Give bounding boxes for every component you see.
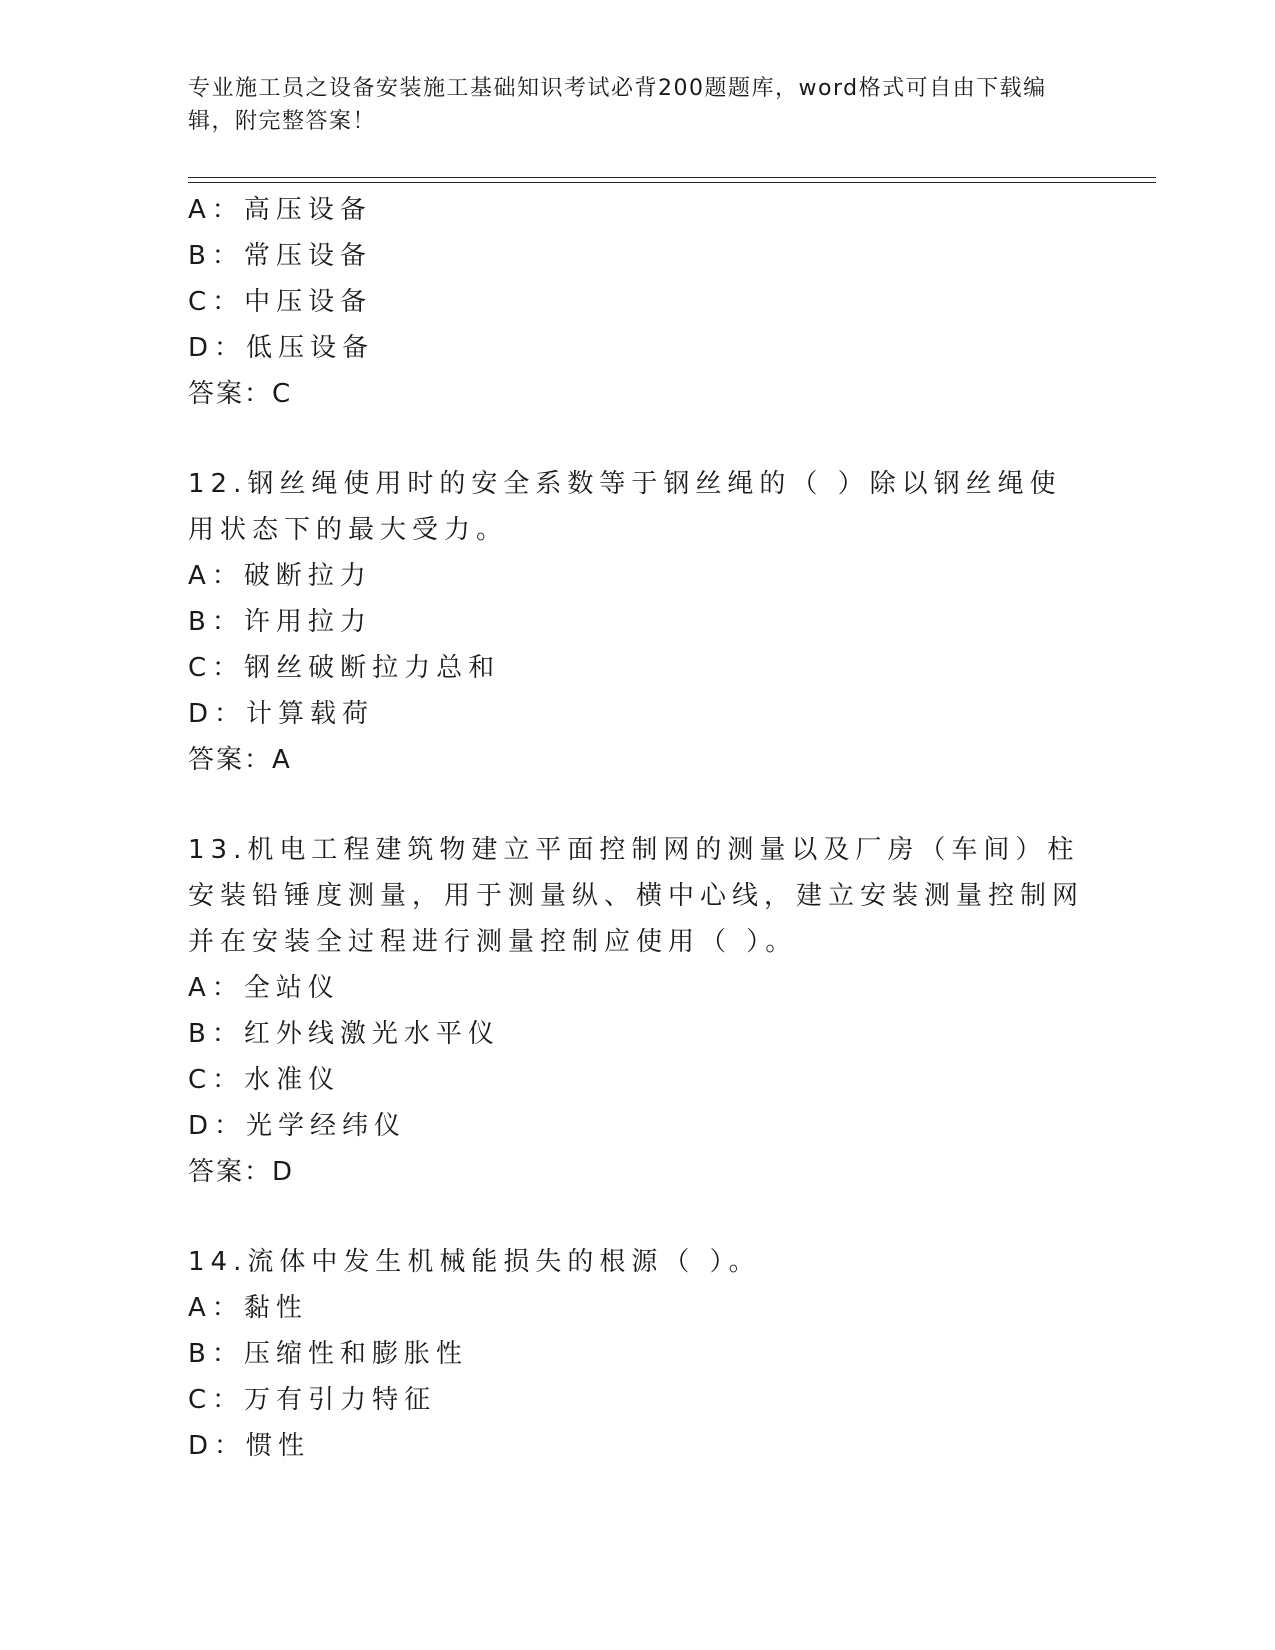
option-c: C：万有引力特征 bbox=[188, 1385, 437, 1415]
answer-line: 答案：D bbox=[188, 1157, 295, 1187]
answer-line: 答案：A bbox=[188, 745, 292, 775]
option-d: D：计算载荷 bbox=[188, 699, 375, 729]
option-d: D：低压设备 bbox=[188, 333, 375, 363]
option-d: D：惯性 bbox=[188, 1431, 311, 1461]
question-stem: 14.流体中发生机械能损失的根源（ ）。 bbox=[188, 1247, 761, 1277]
question-stem: 13.机电工程建筑物建立平面控制网的测量以及厂房（车间）柱安装铅锤度测量，用于测量纵、横中心线，建立安装测量控制网并在安装全过程进行测量控制应使用（ ）。 bbox=[188, 835, 1085, 957]
option-a: A：高压设备 bbox=[188, 195, 372, 225]
option-a: A：全站仪 bbox=[188, 973, 340, 1003]
document-body bbox=[188, 187, 1088, 1469]
option-d: D：光学经纬仪 bbox=[188, 1111, 407, 1141]
option-c: C：水准仪 bbox=[188, 1065, 341, 1095]
header-divider-bottom bbox=[188, 182, 1156, 183]
header-divider-top bbox=[188, 177, 1156, 178]
option-c: C：中压设备 bbox=[188, 287, 373, 317]
option-b: B：常压设备 bbox=[188, 241, 372, 271]
question-stem: 12.钢丝绳使用时的安全系数等于钢丝绳的（ ）除以钢丝绳使用状态下的最大受力。 bbox=[188, 469, 1062, 545]
option-a: A：破断拉力 bbox=[188, 561, 372, 591]
option-b: B：许用拉力 bbox=[188, 607, 372, 637]
option-a: A：黏性 bbox=[188, 1293, 308, 1323]
question-block bbox=[188, 1239, 1088, 1469]
option-b: B：压缩性和膨胀性 bbox=[188, 1339, 468, 1369]
question-block bbox=[188, 827, 1088, 1195]
question-options bbox=[188, 187, 1088, 417]
option-c: C：钢丝破断拉力总和 bbox=[188, 653, 501, 683]
option-b: B：红外线激光水平仪 bbox=[188, 1019, 500, 1049]
document-header: 专业施工员之设备安装施工基础知识考试必背200题题库，word格式可自由下载编辑，附完整答案！ bbox=[188, 76, 1047, 134]
answer-line: 答案：C bbox=[188, 379, 293, 409]
question-block bbox=[188, 461, 1088, 783]
